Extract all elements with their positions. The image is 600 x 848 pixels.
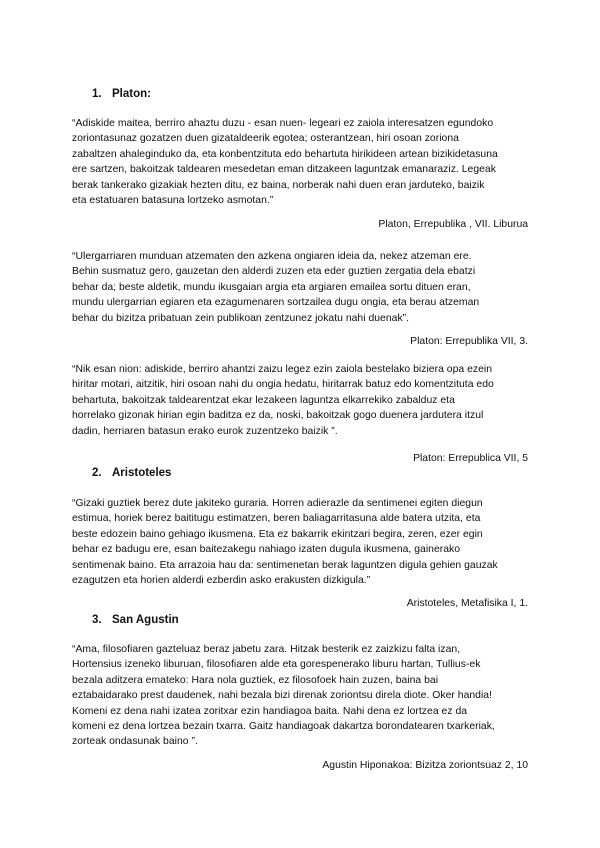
quote-line: mundu ulergarrian egiaren eta ezagumenaren sortzailea dugu ongia, eta berau atzeman xyxy=(72,297,480,309)
section-heading-platon xyxy=(92,88,151,100)
quote-line: Behin susmatuz gero, gauzetan den alderdi zuzen eta eder guztien zergatia dela ebatzi xyxy=(72,266,476,278)
quote-line: behartuta, bakoitzak taldearentzat ekar lezakeen laguntza elkarrekiko zabalduz eta xyxy=(72,394,455,406)
section-heading-san-agustin xyxy=(92,614,179,626)
quote-line: “Adiskide maitea, berriro ahaztu duzu - esan nuen- legeari ez zaiola interesatzen egundoko xyxy=(72,118,494,129)
quote-block xyxy=(72,116,534,208)
quote-line: behar da; beste aldetik, mundu ikusgaian argia eta argiaren emailea sortu dituen eran, xyxy=(72,281,471,293)
section-number: 1. xyxy=(92,88,102,100)
section-title: Platon: xyxy=(112,88,151,100)
quote-line: zorteak ondasunak baino ”. xyxy=(72,736,198,748)
quote-line: dadin, herriaren batasun erako eurok zuzentzeko baizik ”. xyxy=(72,425,338,437)
quote-citation: Agustin Hiponakoa: Bizitza zoriontsuaz 2, 10 xyxy=(322,760,528,771)
quote-line: estimua, horiek berez baititugu estimatzen, beren baliagarritasuna alde batera utzita, eta xyxy=(72,513,481,525)
quote-line: zabaltzen ahaleginduko da, eta konbentzituta edo behartuta hirikideen artean bizikidetasuna xyxy=(72,148,498,160)
section-title: Aristoteles xyxy=(112,467,172,479)
quote-line: berak tankerako gizakiak hezten ditu, ez baina, norberak nahi duen eran jarduteko, baizik xyxy=(72,179,485,191)
quote-line: zoriontasunaz gozatzen duen gizataldeerik egotea; osterantzean, hiri osoan zoriona xyxy=(72,133,459,145)
section-number: 3. xyxy=(92,614,102,626)
quote-line: ezagutzen eta horien alderdi ezberdin asko erakusten dizkigula.” xyxy=(72,575,371,587)
quote-line: eta estatuaren batasuna lortzeko asmotan.” xyxy=(72,195,274,207)
quote-block xyxy=(72,642,534,750)
section-number: 2. xyxy=(92,467,102,479)
quote-citation: Platon: Errepublika VII, 3. xyxy=(410,336,528,347)
quote-line: “Ama, filosofiaren gazteluaz beraz jabetu zara. Hitzak besterik ez zaizkizu falta izan, xyxy=(72,644,461,655)
quote-citation: Platon: Errepublica VII, 5 xyxy=(413,453,528,464)
quote-line: hiritar motari, aitzitik, hiri osoan nahi du ongia hedatu, hiritarrak batuz edo komentzituta edo xyxy=(72,379,494,391)
quote-line: sentimenak baino. Eta arrazoia hau da: sentimenetan berak laguntzen digula gehien gauzak xyxy=(72,559,498,571)
quote-citation: Aristoteles, Metafisika I, 1. xyxy=(406,598,528,609)
quote-line: behar ez badugu ere, esan baitezakegu nahiago izaten dugula ikusmena, gainerako xyxy=(72,544,461,556)
quote-block xyxy=(72,496,534,588)
quote-line: “Gizaki guztiek berez dute jakiteko guraria. Horren adierazle da sentimenei egiten diegun xyxy=(72,498,483,509)
quote-line: beste edozein baino gehiago ikusmena. Eta ez bakarrik ekintzari begira, zeren, ezer egin xyxy=(72,528,483,540)
quote-block xyxy=(72,362,534,439)
quote-line: behar du bizitza pribatuan zein publikoan zentzunez jokatu nahi duenak”. xyxy=(72,312,410,324)
section-heading-aristoteles xyxy=(92,467,171,479)
quote-line: komeni ez dena lortzea bezain txarra. Gaitz handiagoak dakartza borondatearen txarkeriak, xyxy=(72,721,495,733)
section-title: San Agustin xyxy=(112,614,179,626)
quote-line: “Ulergarriaren munduan atzematen den azkena ongiaren ideia da, nekez atzeman ere. xyxy=(72,251,472,262)
quote-line: horrelako gizonak hirian egin baditza ez da, noski, bakoitzak gogo duenera jardutera itzul xyxy=(72,410,484,422)
quote-line: ere sartzen, bakoitzak taldearen mesedetan eman ditzakeen laguntzak emanaraziz. Legeak xyxy=(72,164,496,176)
quote-line: bezala aditzera emateko: Hara nola guztiek, ez filosofoek hain zuzen, baina bai xyxy=(72,674,439,686)
quote-block xyxy=(72,249,534,326)
quote-line: Hortensius izeneko liburuan, filosofiaren alde eta gorespenerako liburu hartan, Tullius-ek xyxy=(72,659,481,671)
quote-citation: Platon, Errepublika , VII. Liburua xyxy=(378,219,528,230)
quote-line: eztabaidarako prest daudenek, nahi bezala bizi direnak zoriontsu direla diote. Oker handia! xyxy=(72,690,493,702)
quote-line: Komeni ez dena nahi izatea zoritxar ezin handiagoa baita. Nahi dena ez lortzea ez da xyxy=(72,705,468,717)
quote-line: “Nik esan nion: adiskide, berriro ahantzi zaizu legez ezin zaiola bestelako biziera opa ezein xyxy=(72,364,493,375)
